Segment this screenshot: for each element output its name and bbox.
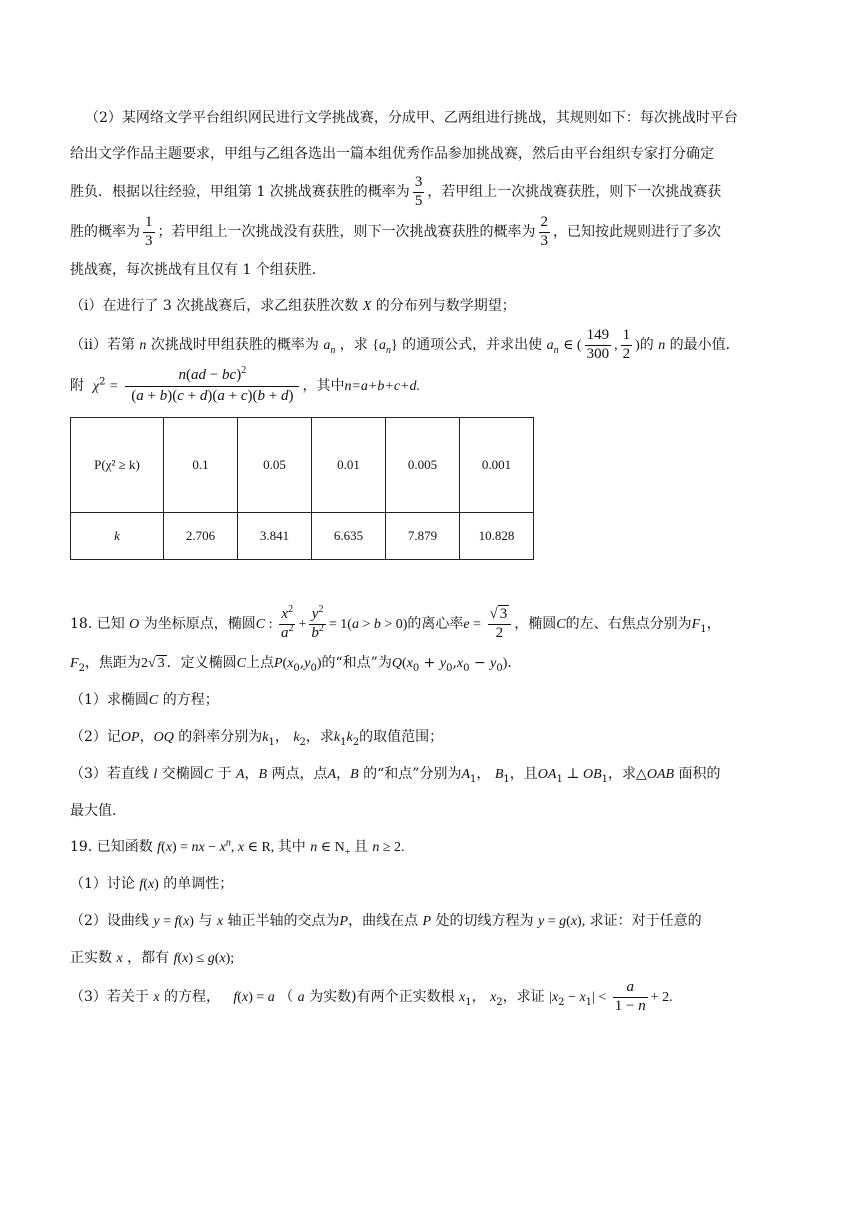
fraction-149-300: $\frac{149}{300}$ (586, 327, 610, 362)
fraction-sqrt3-2: $\frac{√ 3}{2}$ (488, 606, 512, 642)
p18-line1: 18. 已知 O 为坐标原点，椭圆C : $\frac{x^2}{a^2}$ + $\frac{y^2}{b^2}$ = 1(a > b > 0)的离心率e = $\frac{√ 3}{2}$ ，椭圆C的左、右焦点分别为$F_1$， (70, 604, 721, 641)
fraction-x2-a2: $\frac{x^2}{a^2}$ (280, 604, 294, 641)
chi-square-formula: $\frac{n(ad - bc)^2}{(a + b)(c + d)(a + c)(b + d)}$ (125, 366, 299, 406)
table-header-label: P(χ² ≥ k) (71, 418, 164, 513)
p17-appendix: 附 $\chi^2$ = $\frac{n(ad - bc)^2}{(a + b)(c + d)(a + c)(b + d)}$ ，其中n=a+b+c+d. (70, 366, 786, 407)
fraction-1-3: $\frac{1}{3}$ (145, 214, 153, 249)
p17-sub-i: （i）在进行了 3 次挑战赛后，求乙组获胜次数 X 的分布列与数学期望； (70, 298, 516, 314)
p19-q2: （2）设曲线 y = f(x) 与 x 轴正半轴的交点为P，曲线在点 P 处的切线方程为 y = g(x), 求证：对于任意的 (70, 913, 702, 929)
chi-square-table (70, 417, 534, 560)
fraction-3-5: $\frac{3}{5}$ (414, 174, 423, 209)
table-prob-cell: 0.005 (386, 418, 460, 513)
fraction-y2-b2: $\frac{y^2}{b^2}$ (311, 604, 324, 641)
table-prob-cell: 0.001 (460, 418, 534, 513)
p17-sub-ii: （ii）若第 n 次挑战时甲组获胜的概率为 $a_n$ ，求 $\{a_n\}$ 的通项公式，并求出使 $a_n$ ∈ ( $\frac{149}{300}$ , $\frac{1}{2}$ )的 n 的最小值． (70, 327, 740, 362)
table-k-cell: 3.841 (238, 513, 312, 560)
p19-q3: （3）若关于 x 的方程， f(x) = a （ a 为实数)有两个正实数根 $x_1$， $x_2$，求证 $|x_2 - x_1|$ < $\frac{a}{1 - n}$ + 2. (70, 979, 673, 1014)
table-k-cell: 7.879 (386, 513, 460, 560)
p18-q2: （2）记OP，OQ 的斜率分别为$k_1$， $k_2$，求$k_1k_2$的取值范围； (70, 729, 444, 748)
p19-q1: （1）讨论 f(x) 的单调性； (70, 876, 234, 892)
document-page (70, 100, 786, 1018)
p18-q3-end: 最大值． (70, 803, 126, 819)
p19-q2-cont: 正实数 x ，都有 f(x) ≤ g(x); (70, 950, 235, 966)
table-k-cell: 2.706 (164, 513, 238, 560)
p17-part2-line1: （2）某网络文学平台组织网民进行文学挑战赛，分成甲、乙两组进行挑战，其规则如下：每次挑战时平台 (85, 110, 738, 126)
table-k-cell: 10.828 (460, 513, 534, 560)
p17-part2-line3: 胜负．根据以往经验，甲组第 1 次挑战赛获胜的概率为 $\frac{3}{5}$ ，若甲组上一次挑战赛获胜，则下一次挑战赛获 (70, 174, 722, 209)
fraction-2-3: $\frac{2}{3}$ (540, 214, 548, 249)
table-prob-cell: 0.1 (164, 418, 238, 513)
p18-line2: $F_2$，焦距为2√ 3 ．定义椭圆C上点$P(x_0,y_0)$的“和点”为$Q(x_0 + y_0,x_0 - y_0)$． (70, 655, 522, 674)
p19-line1: 19. 已知函数 f(x) = nx − $x^n$, x ∈ R, 其中 n ∈ $N_+$ 且 n ≥ 2. (70, 837, 405, 858)
p17-part2-line5: 挑战赛，每次挑战有且仅有 1 个组获胜． (70, 262, 326, 278)
table-prob-cell: 0.05 (238, 418, 312, 513)
p18-q1: （1）求椭圆C 的方程； (70, 692, 219, 708)
p17-part2-line4: 胜的概率为 $\frac{1}{3}$ ；若甲组上一次挑战没有获胜，则下一次挑战赛获胜的概率为 $\frac{2}{3}$ ，已知按此规则进行了多次 (70, 214, 721, 249)
fraction-a-1-minus-n: $\frac{a}{1 - n}$ (614, 979, 646, 1014)
fraction-1-2: $\frac{1}{2}$ (622, 327, 631, 362)
table-row-label: k (71, 513, 164, 560)
p17-part2-line2: 给出文学作品主题要求，甲组与乙组各选出一篇本组优秀作品参加挑战赛，然后由平台组织专家打分确定 (70, 146, 714, 162)
p18-q3: （3）若直线 l 交椭圆C 于 A，B 两点，点A，B 的“和点”分别为$A_1$， $B_1$，且$OA_1$ ⊥ $OB_1$，求△OAB 面积的 (70, 766, 721, 785)
table-prob-cell: 0.01 (312, 418, 386, 513)
table-k-cell: 6.635 (312, 513, 386, 560)
